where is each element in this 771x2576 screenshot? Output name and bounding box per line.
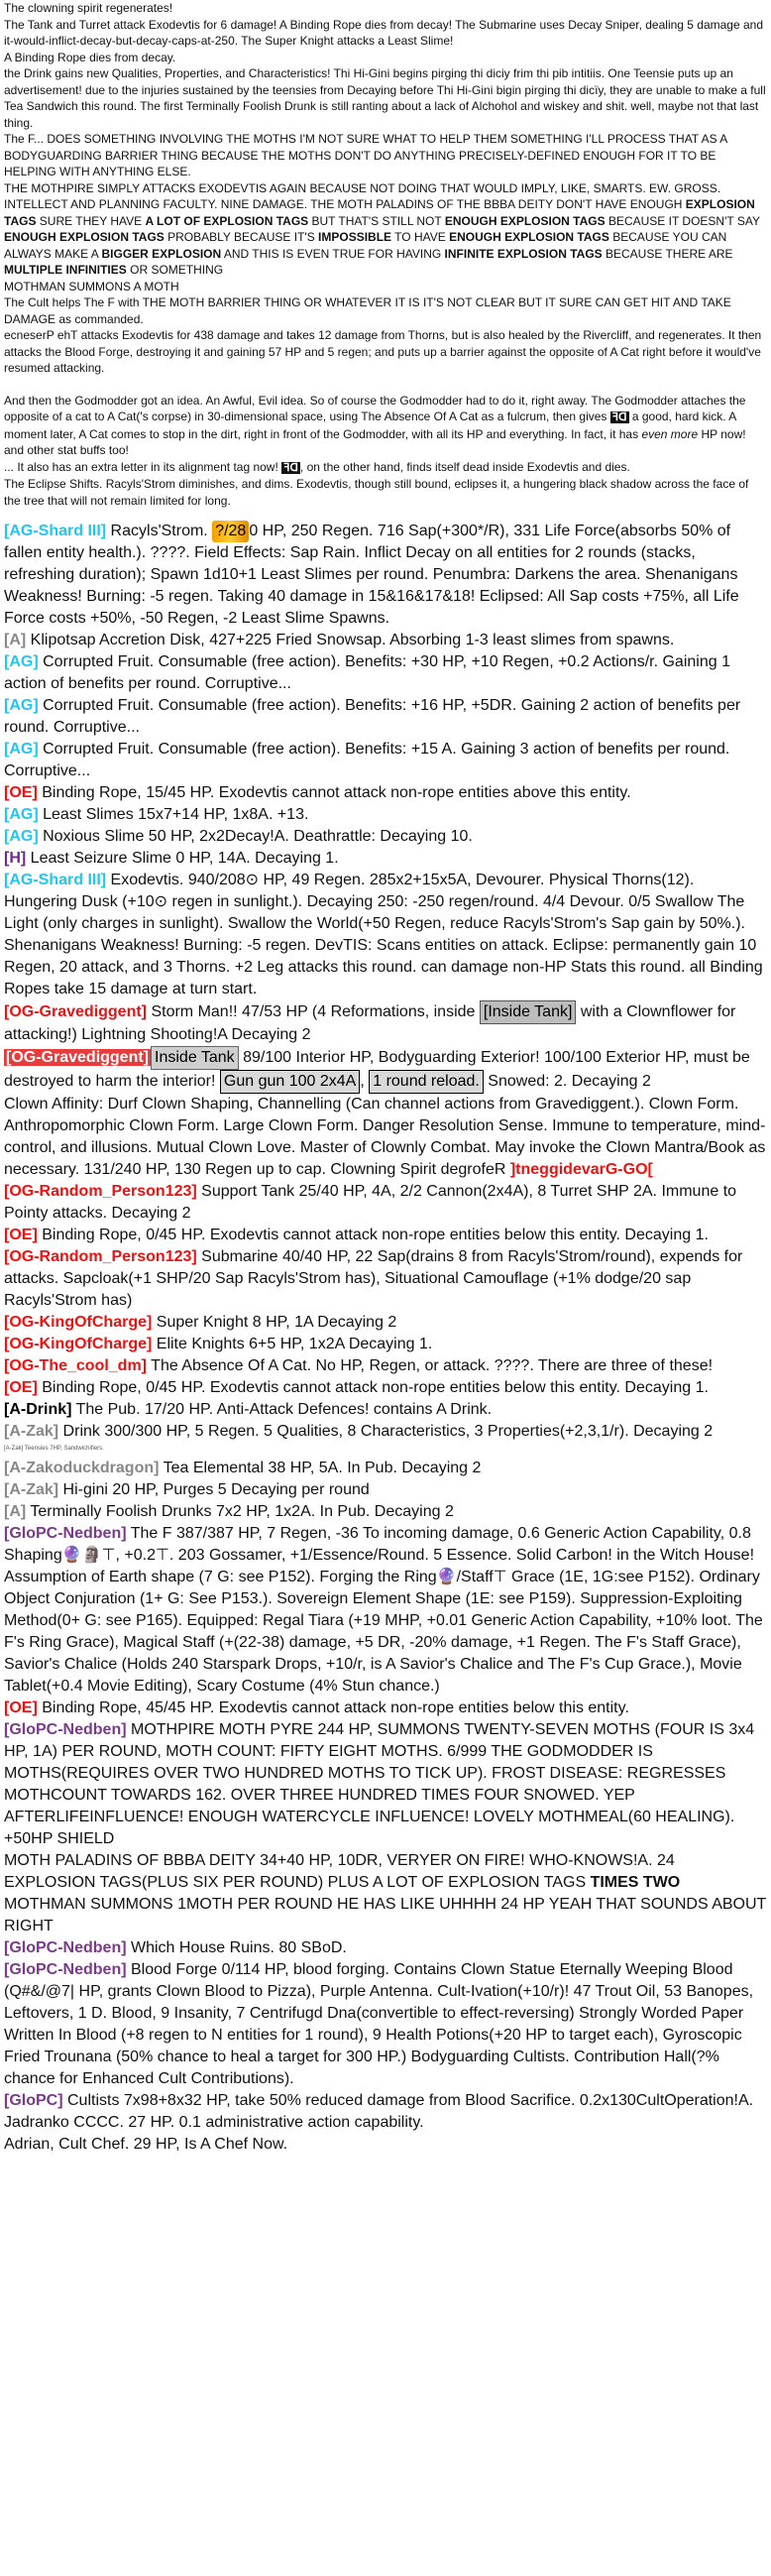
entity-text: Clown Affinity: Durf Clown Shaping, Channelling (Can channel actions from Gravediggent.). Clown Form. Anthropomorphic Clown Form. Large Clown Form. Danger Resolution Sense. Immune to temperature, mind-control, and illusions. Mutual Clown Love. Master of Clownly Combat. May invoke the Clown Mantra/Book as necessary. 131/240 HP, 130 Regen up to cap. Clowning Spirit degrofeR: [4, 1096, 766, 1179]
entity-text: Support Tank 25/40 HP, 4A, 2/2 Cannon(2x4A), 8 Turret SHP 2A. Immune to Pointy attacks. Decaying 2: [4, 1183, 737, 1223]
entity-text: ,: [360, 1073, 370, 1091]
emphasis: BIGGER EXPLOSION: [101, 246, 222, 261]
entity-mothpire: [4, 1719, 767, 1850]
intro-line: the Drink gains new Qualities, Properties, and Characteristics! Thi Hi-Gini begins pirging thi diciy frim thi pib intitiis. One Teensie puts up an advertisement! due to the injuries sustained by the teensies from Decaying before Thi Hi-Gini bigin pirging thi dicïy, they are unable to make a full Tea Sandwich this round. The first Terminally Foolish Drunk is still ranting about a lack of Alchohol and wiskey and shit. well, maybe not that last thing.: [4, 66, 766, 130]
text: SURE THEY HAVE: [36, 213, 146, 228]
entity-pub: [4, 1399, 767, 1421]
text: a good, hard kick. A moment later, A Cat comes to stop in the dirt, right in front of the Godmodder, with all its HP and everything. In fact, it has: [4, 410, 736, 441]
entity-tag: [OE]: [4, 784, 38, 802]
entity-tag: [OG-Random_Person123]: [4, 1248, 197, 1266]
reload-image: 1 round reload.: [369, 1070, 484, 1094]
entity-tag: [AG]: [4, 653, 39, 671]
entity-witch-house: [4, 1937, 767, 1959]
entity-tag: [AG-Shard III]: [4, 872, 107, 889]
entity-rope: [4, 1377, 767, 1399]
entity-tag: [A-Zakoduckdragon]: [4, 1460, 160, 1477]
entity-tag: [OG-Gravediggent]: [4, 1003, 148, 1021]
text: And then the Godmodder got an idea. An Awful, Evil idea. So of course the Godmodder had to do it, right away. The Godmodder attaches the opposite of a cat to A Cat('s corpse) in 30-dimensional space, using The Absence Of A Cat as a fulcrum, then gives: [4, 393, 746, 423]
entity-text: The F 387/387 HP, 7 Regen, -36 To incoming damage, 0.6 Generic Action Capability, 0.8 Shaping🔮🗿⊤, +0.2⊤. 203 Gossamer, +1/Essence/Round. 5 Essence. Solid Carbon! in the Witch House! Assumption of Earth shape (7 G: see P152). Forging the Ring🔮/Staff⊤ Grace (1E, 1G:see P152). Ordinary Object Conjuration (1+ G: See P153.). Sovereign Element Shape (1E: see P159). Suppression-Exploiting Method(0+ G: see P165). Equipped: Regal Tiara (+19 MHP, +0.01 Generic Action Capability, +10% loot. The F's Ring Grace), Magical Staff (+(22-38) damage, +5 DR, -20% damage, +1 Regen. The F's Staff Grace), Savior's Chalice (Holds 240 Starspark Drops, +10/r, is A Savior's Chalice and The F's Cup Grace.), Movie Tablet(+0.4 Movie Editing), Scary Costume (4% Stun chance.): [4, 1525, 763, 1696]
entity-fruit: [4, 695, 767, 739]
entity-text: Exodevtis. 940/208⊙ HP, 49 Regen. 285x2+15x5A, Devourer. Physical Thorns(12). Hungering Dusk (+10⊙ regen in sunlight.). Decaying 250: -250 regen/round. 4/4 Devour. 0/5 Swallow The Light (only charges in sunlight). Swallow the World(+50 Regen, reduce Racyls'Strom's Sap gain by 50%.). Shenanigans Weakness! Burning: -5 regen. DevTIS: Scans entities on attack. Eclipse: permanently gain 10 Regen, 20 attack, and 3 Thorns. +2 Leg attacks this round. can damage non-HP Stats this round. all Binding Ropes take 15 damage at turn start.: [4, 872, 763, 998]
text: BECAUSE THERE ARE: [602, 246, 733, 261]
entity-the-f: [4, 1523, 767, 1698]
entity-fruit: [4, 651, 767, 695]
entity-exodevtis: [4, 870, 767, 1000]
text: BECAUSE YOU CAN ALWAYS MAKE A: [4, 230, 727, 261]
entity-tag: [AG]: [4, 828, 39, 846]
intro-line: The F... DOES SOMETHING INVOLVING THE MOTHS I'M NOT SURE WHAT TO HELP THEM SOMETHING I'LL PROCESS THAT AS A BODYGUARDING BARRIER THING BECAUSE THE MOTHS DON'T DO ANYTHING PRECISELY-DEFINED ENOUGH FOR IT TO BE HELPING WITH ANYTHING ELSE.: [4, 132, 727, 178]
entity-tank: [4, 1046, 767, 1181]
entity-higini: [4, 1479, 767, 1501]
intro-line: The Tank and Turret attack Exodevtis for 6 damage! A Binding Rope dies from decay! The Submarine uses Decay Sniper, dealing 5 damage and it-would-inflict-decay-but-decay-caps-at-250. The Super Knight attacks a Least Slime!: [4, 17, 764, 48]
entity-tag: [GloPC-Nedben]: [4, 1939, 127, 1957]
entity-text: The Pub. 17/20 HP. Anti-Attack Defences! contains A Drink.: [71, 1401, 493, 1419]
entity-tag: [A-Zak]: [4, 1423, 59, 1441]
entity-text: Cultists 7x98+8x32 HP, take 50% reduced damage from Blood Sacrifice. 0.2x130CultOperation!A.: [62, 2092, 754, 2110]
text: PROBABLY BECAUSE IT'S: [164, 230, 319, 244]
text: , on the other hand, finds itself dead inside Exodevtis and dies.: [299, 459, 630, 474]
entity-tag: [A]: [4, 1503, 27, 1521]
text: OR SOMETHING: [126, 263, 224, 277]
alignment-tag-highlight: ꟻᗡ: [611, 411, 627, 423]
entity-tag: [AG-Shard III]: [4, 523, 107, 540]
entity-stormman: [4, 1000, 767, 1046]
entity-submarine: [4, 1246, 767, 1312]
entity-text: Least Slimes 15x7+14 HP, 1x8A. +13.: [38, 806, 309, 824]
entity-rope: [4, 1698, 767, 1719]
emphasis: A LOT OF EXPLOSION TAGS: [145, 213, 309, 228]
entity-text: Which House Ruins. 80 SBoD.: [126, 1939, 347, 1957]
tank-image: [Inside Tank]: [480, 1000, 577, 1024]
entity-text: MOTHPIRE MOTH PYRE 244 HP, SUMMONS TWENTY-SEVEN MOTHS (FOUR IS 3x4 HP, 1A) PER ROUND, MOTH COUNT: FIFTY EIGHT MOTHS. 6/999 THE GODMODDER IS MOTHS(REQUIRES OVER TWO HUNDRED MOTHS TO TICK UP). FROST DISEASE: REGRESSES MOTHCOUNT TOWARDS 162. OVER THREE HUNDRED TIMES FOUR SNOWED. YEP AFTERLIFEINFLUENCE! ENOUGH WATERCYCLE INFLUENCE! LOVELY MOTHMEAL(60 HEALING). +50HP SHIELD: [4, 1721, 755, 1848]
entity-tag: [GloPC-Nedben]: [4, 1721, 127, 1739]
entity-text: Blood Forge 0/114 HP, blood forging. Contains Clown Statue Eternally Weeping Blood (Q#&/@7| HP, grants Clown Blood to Pizza), Purple Antenna. Cult-Ivation(+10/r)! 47 Trout Oil, 53 Banopes, Leftovers, 1 D. Blood, 9 Insanity, 7 Centrifugd Dna(convertible to effect-reversing) Strongly Worded Paper Written In Blood (+8 regen to N entities for 1 round), 9 Health Potions(+20 HP to target each), Gyroscopic Fried Trounana (50% chance to heal a target for 300 HP.) Bodyguarding Cultists. Contribution Hall(?% chance for Enhanced Cult Contributions).: [4, 1961, 754, 2088]
entity-text: 89/100 Interior HP, Bodyguarding Exterior! 100/100 Exterior HP, must be destroyed to harm the interior!: [4, 1049, 750, 1091]
entity-support-tank: [4, 1181, 767, 1225]
entity-noxious: [4, 826, 767, 848]
text: BECAUSE IT DOESN'T SAY: [605, 213, 760, 228]
godmodder-paragraph: [4, 393, 767, 459]
text: TO HAVE: [391, 230, 450, 244]
entity-text: with a Clownflower for attacking!) Lightning Shooting!A Decaying 2: [4, 1003, 736, 1044]
text: BUT THAT'S STILL NOT: [308, 213, 445, 228]
entity-tag: [OE]: [4, 1699, 38, 1717]
entity-text: Corrupted Fruit. Consumable (free action). Benefits: +15 A. Gaining 3 action of benefits per round. Corruptive...: [4, 741, 730, 780]
entity-text: Tea Elemental 38 HP, 5A. In Pub. Decaying 2: [159, 1460, 482, 1477]
emphasis: ENOUGH EXPLOSION TAGS: [449, 230, 609, 244]
entity-text: MOTHMAN SUMMONS 1MOTH PER ROUND HE HAS LIKE UHHHH 24 HP YEAH THAT SOUNDS ABOUT RIGHT: [4, 1896, 767, 1935]
tank-image: Inside Tank: [151, 1046, 239, 1070]
entity-tag: [GloPC-Nedben]: [4, 1961, 127, 1979]
entity-text: Super Knight 8 HP, 1A Decaying 2: [152, 1314, 397, 1332]
entity-name: Racyls'Strom.: [106, 523, 213, 540]
entity-text: The Absence Of A Cat. No HP, Regen, or attack. ????. There are three of these!: [147, 1357, 714, 1375]
text: HP now! and other stat buffs too!: [4, 426, 746, 457]
cult-line: The Cult helps The F with THE MOTH BARRIER THING OR WHATEVER IT IS IT'S NOT CLEAR BUT IT SURE CAN GET HIT AND TAKE DAMAGE as commanded.: [4, 295, 731, 326]
entity-tag: [A-Zak]: [4, 1481, 59, 1499]
entity-absence: [4, 1355, 767, 1377]
entity-text: , 250 Regen. 716 Sap(+300*/R), 331 Life Force(absorbs 50% of fallen entity health.). ????. Field Effects: Sap Rain. Inflict Decay on all entities for 2 rounds (stacks, refreshing duration); Spawn 1d10+1 Least Slimes per round. Penumbra: Darkens the area. Shenanigans Weakness! Burning: -5 regen. Taking 40 damage in 15&16&17&18! Eclipsed: All Sap costs +75%, all Life Force costs +50%, -50 Regen, -2 Least Slime Spawns.: [4, 523, 739, 628]
entity-text: Submarine 40/40 HP, 22 Sap(drains 8 from Racyls'Strom/round), expends for attacks. Sapcloak(+1 SHP/20 Sap Racyls'Strom has), Situational Camouflage (+1% dodge/20 sap Racyls'Strom has): [4, 1248, 743, 1310]
entity-foolish: [4, 1501, 767, 1523]
mothpire-paragraph: [4, 180, 767, 279]
entity-slimes: [4, 804, 767, 826]
entity-seizure: [4, 848, 767, 870]
entity-racyls: [4, 521, 767, 630]
entity-paladins: [4, 1850, 767, 1937]
entity-tag: [A]: [4, 632, 27, 649]
entity-text: Binding Rope, 0/45 HP. Exodevtis cannot attack non-rope entities below this entity. Decaying 1.: [37, 1227, 709, 1244]
entity-tea: [4, 1458, 767, 1479]
entity-adrian: Adrian, Cult Chef. 29 HP, Is A Chef Now.: [4, 2136, 288, 2154]
entity-text: Binding Rope, 45/45 HP. Exodevtis cannot attack non-rope entities below this entity.: [37, 1699, 629, 1717]
emphasis: EXPLOSION TAGS: [4, 197, 755, 228]
hp-sprite-image: ?/28: [212, 521, 249, 542]
entity-tag: [H]: [4, 850, 27, 868]
eclipse-paragraph: The Eclipse Shifts. Racyls'Strom diminishes, and dims. Exodevtis, though still bound, eclipses it, a hungering black shadow across the face of the tree that will not remain limited for long.: [4, 477, 749, 508]
entity-list: [4, 521, 767, 2156]
emphasis: IMPOSSIBLE: [318, 230, 392, 244]
entity-text: Klipotsap Accretion Disk, 427+225 Fried Snowsap. Absorbing 1-3 least slimes from spawns.: [26, 632, 675, 649]
emphasis: ENOUGH EXPLOSION TAGS: [4, 230, 165, 244]
spacer: [4, 377, 767, 393]
entity-rope: [4, 782, 767, 804]
entity-klipotsap: [4, 630, 767, 651]
text: ... It also has an extra letter in its alignment tag now!: [4, 459, 282, 474]
entity-knight: [4, 1312, 767, 1334]
entity-text: Corrupted Fruit. Consumable (free action). Benefits: +16 HP, +5DR. Gaining 2 action of benefits per round. Corruptive...: [4, 697, 741, 737]
gun-image: Gun gun 100 2x4A: [220, 1070, 360, 1094]
entity-tag: ]tneggidevarG-GO[: [509, 1161, 653, 1179]
intro-line: The clowning spirit regenerates!: [4, 1, 173, 15]
emphasis: ENOUGH EXPLOSION TAGS: [444, 213, 606, 228]
emphasis: even more: [641, 426, 699, 441]
entity-rope: [4, 1225, 767, 1246]
entity-tag: [OG-KingOfCharge]: [4, 1336, 153, 1353]
narrative-section: [4, 0, 767, 509]
godmodder-paragraph-2: [4, 459, 767, 477]
entity-tag: [OG-KingOfCharge]: [4, 1314, 153, 1332]
entity-text: Hi-gini 20 HP, Purges 5 Decaying per round: [58, 1481, 370, 1499]
entity-tag: [GloPC]: [4, 2092, 63, 2110]
entity-jadranko: Jadranko CCCC. 27 HP. 0.1 administrative action capability.: [4, 2114, 424, 2132]
entity-blood-forge: [4, 1959, 767, 2090]
entity-text: MOTH PALADINS OF BBBA DEITY 34+40 HP, 10DR, VERYER ON FIRE! WHO-KNOWS!A. 24 EXPLOSION TAGS(PLUS SIX PER ROUND) PLUS A LOT OF EXPLOSION TAGS: [4, 1852, 675, 1892]
mothman-line: MOTHMAN SUMMONS A MOTH: [4, 279, 179, 293]
entity-text: Elite Knights 6+5 HP, 1x2A Decaying 1.: [152, 1336, 433, 1353]
entity-tag: [OE]: [4, 1379, 38, 1397]
entity-text: Corrupted Fruit. Consumable (free action). Benefits: +30 HP, +10 Regen, +0.2 Actions/r. Gaining 1 action of benefits per round. Corruptive...: [4, 653, 730, 693]
entity-fruit: [4, 739, 767, 782]
entity-tag: [AG]: [4, 741, 39, 759]
entity-tag: [OG-Random_Person123]: [4, 1183, 197, 1201]
entity-tag: [GloPC-Nedben]: [4, 1525, 127, 1543]
reverse-line: ecneserP ehT attacks Exodevtis for 438 damage and takes 12 damage from Thorns, but is also healed by the Rivercliff, and regenerates. It then attacks the Blood Forge, destroying it and gaining 57 HP and 5 regen; and puts up a barrier against the opposite of A Cat right before it would've resumed attacking.: [4, 328, 762, 375]
entity-text: Binding Rope, 15/45 HP. Exodevtis cannot attack non-rope entities above this entity.: [37, 784, 631, 802]
entity-elite: [4, 1334, 767, 1355]
entity-text: Least Seizure Slime 0 HP, 14A. Decaying 1.: [26, 850, 339, 868]
intro-line: A Binding Rope dies from decay.: [4, 50, 176, 64]
teensies-note: [A-Zak] Teensies 7HP, Sandwichifiers.: [4, 1446, 104, 1453]
entity-tag: [AG]: [4, 697, 39, 715]
emphasis: MULTIPLE INFINITIES: [4, 263, 127, 277]
text: THE MOTHPIRE SIMPLY ATTACKS EXODEVTIS AGAIN BECAUSE NOT DOING THAT WOULD IMPLY, LIKE, SMARTS. EW. GROSS. INTELLECT AND PLANNING FACULTY. NINE DAMAGE. THE MOTH PALADINS OF THE BBBA DEITY DON'T HAVE ENOUGH: [4, 180, 721, 211]
entity-tag: [A-Drink]: [4, 1401, 72, 1419]
alignment-tag-highlight: ꟻᗡ: [283, 461, 298, 474]
entity-text: Noxious Slime 50 HP, 2x2Decay!A. Deathrattle: Decaying 10.: [38, 828, 473, 846]
entity-text: Snowed: 2. Decaying 2: [483, 1073, 651, 1091]
entity-tag: [OE]: [4, 1227, 38, 1244]
text: AND THIS IS EVEN TRUE FOR HAVING: [221, 246, 445, 261]
hp-value: 0 HP: [249, 523, 282, 540]
emphasis: INFINITE EXPLOSION TAGS: [444, 246, 603, 261]
entity-tag: [OG-The_cool_dm]: [4, 1357, 148, 1375]
emphasis: TIMES TWO: [590, 1874, 681, 1892]
entity-tag: [OG-Gravediggent]: [6, 1049, 150, 1067]
entity-cultists: [4, 2090, 767, 2112]
entity-text: Storm Man!! 47/53 HP (4 Reformations, inside: [147, 1003, 480, 1021]
entity-text: Binding Rope, 0/45 HP. Exodevtis cannot attack non-rope entities below this entity. Decaying 1.: [37, 1379, 709, 1397]
entity-text: Drink 300/300 HP, 5 Regen. 5 Qualities, 8 Characteristics, 3 Properties(+2,3,1/r). Decaying 2: [58, 1423, 714, 1441]
entity-text: Terminally Foolish Drunks 7x2 HP, 1x2A. In Pub. Decaying 2: [26, 1503, 454, 1521]
entity-drink: [4, 1421, 767, 1443]
entity-tag: [AG]: [4, 806, 39, 824]
